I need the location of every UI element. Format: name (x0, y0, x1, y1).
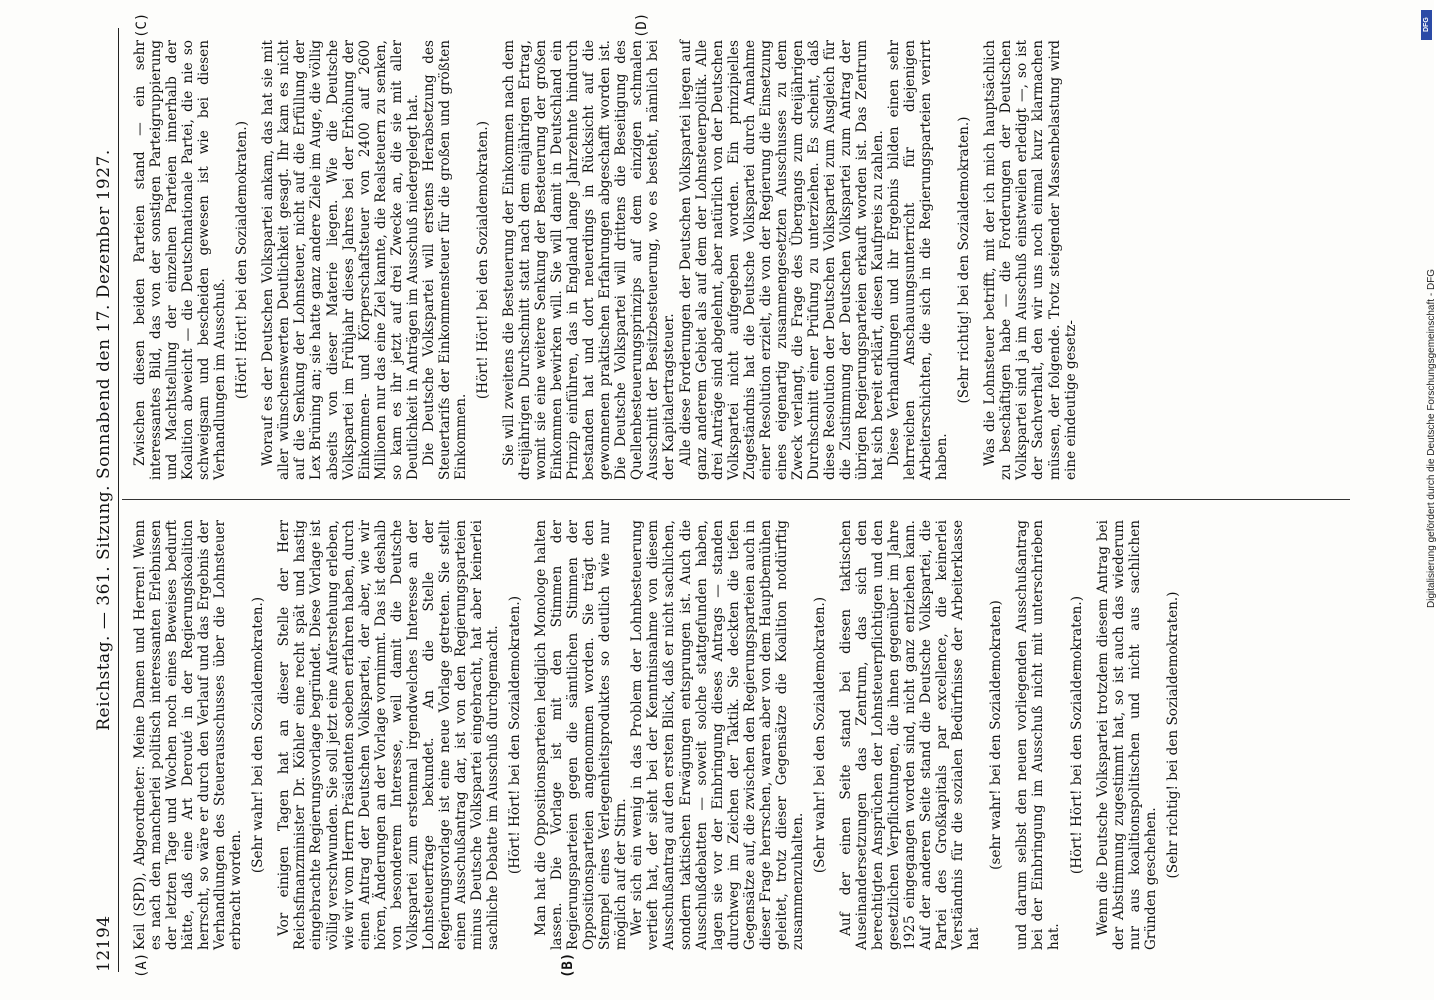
document-page (50, 10, 1380, 990)
audience-reaction: (Sehr wahr! bei den Sozialdemokraten.) (811, 596, 828, 874)
paragraph: Wer sich ein wenig in das Problem der Lohnbesteuerung vertieft hat, der sieht bei der Kenntnisnahme von diesem Ausschußantrag auf den ersten Blick, daß er nicht sachlichen, sondern taktischen Erwägungen entsprungen ist. Auch die Ausschußdebatten — soweit solche stattgefunden haben, lagen sie vor der Einbringung dieses Antrags — standen durchweg im Zeichen der Taktik. Sie deckten die tiefen Gegensätze auf, die zwischen den Regierungsparteien auch in dieser Frage herrschen, waren aber von dem Hauptbemühen geleitet, trotz dieser Gegensätze die Koalition notdürftig zusammenzuhalten. (629, 520, 806, 950)
paragraph: Diese Verhandlungen und ihr Ergebnis bilden einen sehr lehrreichen Anschauungsunterricht für diejenigen Arbeiterschichten, die sich in die Regierungsparteien verirrt haben. (886, 40, 951, 480)
audience-reaction: (Hört! Hört! bei den Sozialdemokraten.) (507, 595, 524, 875)
audience-reaction: (sehr wahr! bei den Sozialdemokraten) (988, 600, 1005, 870)
margin-mark-c: (C) (134, 12, 150, 38)
paragraph: Was die Lohnsteuer betrifft, mit der ich mich hauptsächlich zu beschäftigen habe — die Forderungen der Deutschen Volkspartei sind ja im Ausschuß einstweilen erledigt —, so ist der Sachverhalt, den wir uns noch einmal kurz klarmachen müssen, der folgende. Trotz steigender Massenbelastung wird eine eindeutige gesetz- (982, 40, 1079, 480)
paragraph: und darum selbst den neuen vorliegenden Ausschußantrag bei der Einbringung im Ausschuß nicht mit unterschrieben hat. (1014, 520, 1063, 950)
paragraph: Alle diese Forderungen der Deutschen Volkspartei liegen auf ganz anderem Gebiet als auf dem der Lohnsteuerpolitik. Alle drei Anträge sind abgelehnt, aber natürlich von der Deutschen Volkspartei nicht aufgegeben worden. Ein prinzipielles Zugeständnis hat die Deutsche Volkspartei durch Annahme einer Resolution erzielt, die von der Regierung die Einsetzung eines eigenartig zusammengesetzten Ausschusses zu dem Zweck verlangt, die Frage des Übergangs zum dreijährigen Durchschnitt einer Prüfung zu unterziehen. Es scheint, daß diese Resolution der Deutschen Volkspartei zum Ausgleich für die Zustimmung der Deutschen Volkspartei zum Antrag der übrigen Regierungsparteien erkauft worden ist. Das Zentrum hat sich bereit erklärt, diesen Kaufpreis zu zahlen. (677, 40, 887, 480)
audience-reaction: (Sehr richtig! bei den Sozialdemokraten.) (956, 116, 973, 404)
margin-mark-b: (B) (560, 952, 576, 978)
paragraph: Worauf es der Deutschen Volkspartei ankam, das hat sie mit aller wünschenswerten Deutlichkeit gesagt. Ihr kam es nicht auf die Senkung der Lohnsteuer, nicht auf die Erfüllung der Lex Brüning an; sie hatte ganz andere Ziele im Auge, die völlig abseits von dieser Materie liegen. Wie die Deutsche Volkspartei im Frühjahr dieses Jahres bei der Erhöhung der Einkommen- und Körperschaftsteuer von 2400 auf 2600 Millionen nur das eine Ziel kannte, die Realsteuern zu senken, so kam es ihr jetzt auf drei Zwecke an, die sie mit aller Deutlichkeit in Anträgen im Ausschuß niedergelegt hat. (260, 40, 421, 480)
paragraph: Sie will zweitens die Besteuerung der Einkommen nach dem dreijährigen Durchschnitt statt nach dem einjährigen Ertrag, womit sie eine weitere Senkung der Besteuerung der großen Einkommen bewirken will. Sie will damit in Deutschland ein Prinzip einführen, das in England lange Jahrzehnte hindurch bestanden hat und dort neuerdings in Rücksicht auf die gewonnenen praktischen Erfahrungen abgeschafft worden ist. Die Deutsche Volkspartei will drittens die Beseitigung des Quellenbesteuerungsprinzips auf dem einzigen schmalen Ausschnitt der Besitzbesteuerung, wo es besteht, nämlich bei der Kapitalertragsteuer. (500, 40, 678, 480)
paragraph: Keil (SPD), Abgeordneter: Meine Damen und Herren! Wenn es nach den mancherlei politisch interessanten Erlebnissen der letzten Tage und Wochen noch eines Beweises bedurft hätte, daß eine Art Derouté in der Regierungskoalition herrscht, so wäre er durch den Verlauf und das Ergebnis der Verhandlungen des Steuerausschusses über die Lohnsteuer erbracht worden. (132, 520, 245, 950)
column-divider (122, 499, 1350, 500)
left-column (132, 520, 1350, 950)
paragraph: Vor einigen Tagen hat an dieser Stelle der Herr Reichsfinanzminister Dr. Köhler eine recht spät und hastig eingebrachte Regierungsvorlage begründet. Diese Vorlage ist völlig verschwunden. Sie soll jetzt eine Auferstehung erleben, wie wir vom Herrn Präsidenten soeben erfahren haben, durch einen Antrag der Deutschen Volkspartei, der aber, wie wir hören, Änderungen an der Vorlage vornimmt. Das ist deshalb von besonderem Interesse, weil damit die Deutsche Volkspartei zum erstenmal irgendwelches Interesse an der Lohnsteuerfrage bekundet. An die Stelle der Regierungsvorlage ist eine neue Vorlage getreten. Sie stellt einen Ausschußantrag dar, ist von den Regierungsparteien minus Deutsche Volkspartei eingebracht, hat aber keinerlei sachliche Debatte im Ausschuß durchgemacht. (276, 520, 501, 950)
dfg-logo-icon: DFG (1421, 10, 1432, 40)
paragraph: Zwischen diesen beiden Parteien stand — ein sehr interessantes Bild, das von der sonstigen Parteigruppierung und Machtstellung der einzelnen Parteien innerhalb der Koalition abweicht — die Deutschnationale Partei, die nie so schweigsam und bescheiden gewesen ist wie bei diesen Verhandlungen im Ausschuß. (132, 40, 229, 480)
audience-reaction: (Sehr wahr! bei den Sozialdemokraten.) (250, 596, 267, 874)
audience-reaction: (Hört! Hört! bei den Sozialdemokraten.) (474, 120, 491, 400)
running-title: Reichstag. — 361. Sitzung. Sonnabend den 17. Dezember 1927. (94, 149, 114, 731)
audience-reaction: (Hört! Hört! bei den Sozialdemokraten.) (234, 120, 251, 400)
page-header (88, 28, 119, 972)
page-number: 12194 (94, 915, 114, 972)
digitization-note: Digitalisierung gefördert durch die Deutsche Forschungsgemeinschaft - DFG (1426, 268, 1437, 608)
margin-mark-a: (A) (134, 952, 150, 978)
paragraph: Auf der einen Seite stand bei diesen taktischen Auseinandersetzungen das Zentrum, das sich den berechtigten Ansprüchen der Lohnsteuerpflichtigen und den gesetzlichen Verpflichtungen, die ihnen gegenüber im Jahre 1925 eingegangen worden sind, nicht ganz entziehen kann. Auf der anderen Seite stand die Deutsche Volkspartei, die Partei des Großkapitals par excellence, die keinerlei Verständnis für die sozialen Bedürfnisse der Arbeiterklasse hat (837, 520, 983, 950)
paragraph: Die Deutsche Volkspartei will erstens Herabsetzung des Steuertarifs der Einkommensteuer für die großen und größten Einkommen. (420, 40, 469, 480)
right-column (132, 40, 1350, 480)
margin-mark-d: (D) (634, 12, 650, 38)
digitization-credit (1418, 8, 1437, 992)
audience-reaction: (Hört! Hört! bei den Sozialdemokraten.) (1068, 595, 1085, 875)
audience-reaction: (Sehr richtig! bei den Sozialdemokraten.) (1164, 591, 1181, 879)
paragraph: Man hat die Oppositionsparteien lediglich Monologe halten lassen. Die Vorlage ist mit den Stimmen der Regierungsparteien gegen die sämtlichen Stimmen der Oppositionsparteien angenommen worden. Sie trägt den Stempel eines Verlegenheitsproduktes so deutlich wie nur möglich auf der Stirn. (533, 520, 630, 950)
paragraph: Wenn die Deutsche Volkspartei trotzdem diesem Antrag bei der Abstimmung zugestimmt hat, so ist auch das wiederum nur aus koalitionspolitischen und nicht aus sachlichen Gründen geschehen. (1094, 520, 1159, 950)
